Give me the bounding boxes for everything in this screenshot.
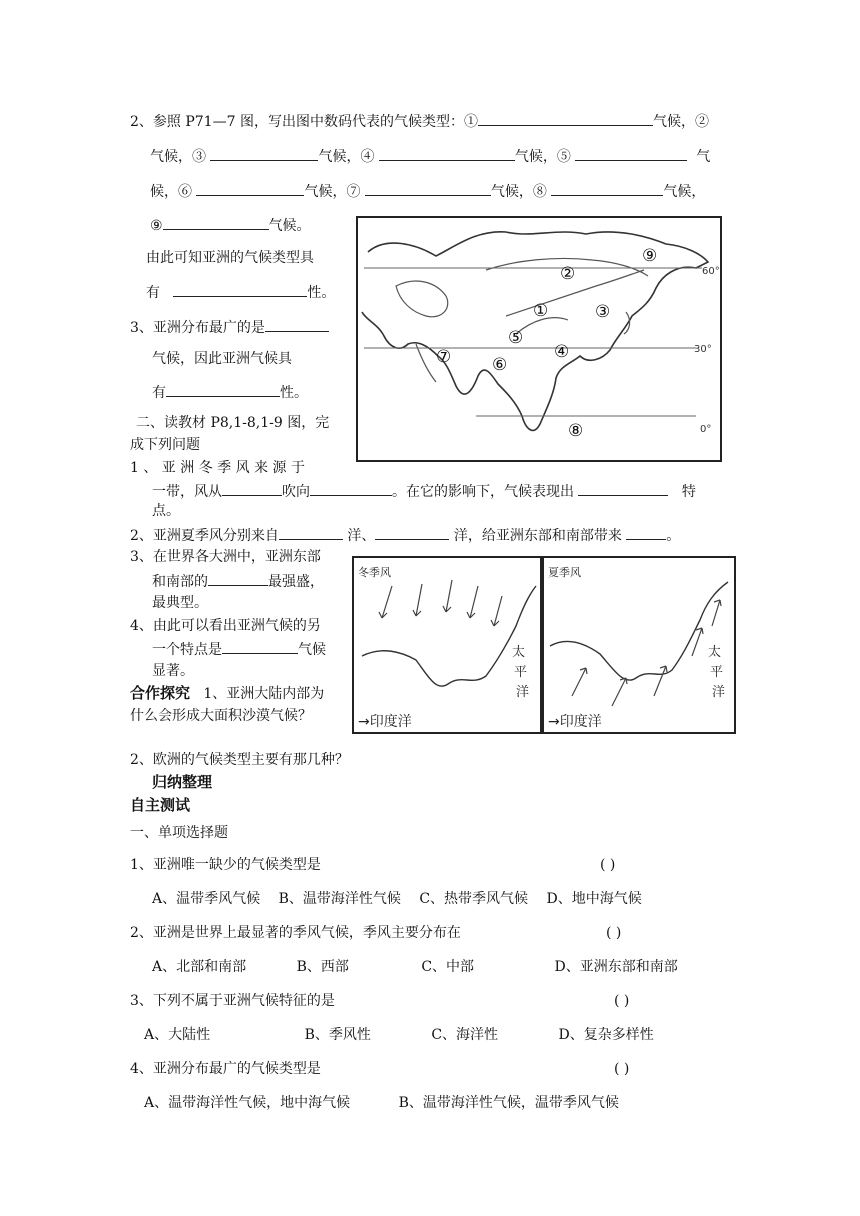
summer-ocean-label: →印度洋 [548, 714, 602, 730]
single-choice-heading: 一、单项选择题 [130, 825, 228, 841]
label-7: ⑦ [436, 347, 452, 367]
label-2: ② [560, 264, 576, 284]
summer-monsoon-map [542, 556, 736, 734]
label-9: ⑨ [642, 246, 658, 266]
q2mc-option-c[interactable]: C、中部 [421, 959, 475, 975]
winter-side-2: 平 [514, 665, 528, 680]
q2mc-options [152, 958, 678, 976]
q2-line3: 候，⑥ 气候，⑦ 气候，⑧ 气候， [150, 181, 705, 201]
label-5: ⑤ [508, 328, 524, 348]
blank-monsoon[interactable] [208, 571, 268, 586]
blank-ocean-1[interactable] [279, 525, 343, 540]
q3-line2: 气候，因此亚洲气候具 [152, 351, 292, 367]
lat-label-30: 30° [694, 344, 712, 355]
coop-q1-line2: 什么会形成大面积沙漠气候？ [130, 708, 312, 724]
blank-variety[interactable] [173, 282, 307, 297]
s2q1-line2: 一带，风从 吹向 。在它的影响下，气候表现出 特 [152, 481, 696, 501]
coop-line1: 合作探究 1、亚洲大陆内部为 [130, 684, 325, 702]
q3mc-options [144, 1026, 654, 1044]
q3mc-option-c[interactable]: C、海洋性 [431, 1027, 499, 1043]
summary-heading: 归纳整理 [152, 773, 213, 791]
q3mc-answer-paren[interactable]: ( ) [614, 993, 630, 1009]
label-3: ③ [595, 302, 611, 322]
blank-widest[interactable] [265, 317, 329, 332]
q4mc-options [144, 1094, 619, 1112]
s2q4-line3: 显著。 [152, 663, 194, 679]
s2q2: 2、亚洲夏季风分别来自 洋、 洋，给亚洲东部和南部带来 。 [130, 525, 680, 545]
blank-7[interactable] [365, 181, 491, 196]
winter-map-title: 冬季风 [358, 566, 391, 579]
q1-options [152, 890, 642, 908]
q2mc-option-b[interactable]: B、西部 [296, 959, 349, 975]
label-4: ④ [554, 342, 570, 362]
q3-line1: 3、亚洲分布最广的是 [130, 317, 329, 337]
blank-to[interactable] [310, 481, 392, 496]
summer-side-2: 平 [710, 665, 724, 680]
blank-from[interactable] [222, 481, 282, 496]
blank-5[interactable] [575, 146, 687, 161]
lat-label-60: 60° [702, 266, 720, 277]
coop-heading: 合作探究 [130, 684, 191, 702]
q3mc-option-a[interactable]: A、大陆性 [144, 1027, 211, 1043]
winter-monsoon-map [352, 556, 542, 734]
blank-bring[interactable] [626, 525, 666, 540]
s2q1-line3: 点。 [152, 503, 180, 519]
q2mc-answer-paren[interactable]: ( ) [606, 925, 622, 941]
coop-q2: 2、欧洲的气候类型主要有那几种？ [130, 752, 349, 768]
q4mc-stem: 4、亚洲分布最广的气候类型是 [130, 1061, 321, 1077]
winter-side-1: 太 [512, 645, 526, 660]
q3mc-stem: 3、下列不属于亚洲气候特征的是 [130, 993, 335, 1009]
q2-line2: 气候，③ 气候，④ 气候，⑤ 气 [150, 146, 710, 166]
blank-3[interactable] [210, 146, 318, 161]
s2q3-line1: 3、在世界各大洲中，亚洲东部 [130, 549, 321, 565]
winter-side-3: 洋 [516, 685, 530, 700]
q3mc-option-b[interactable]: B、季风性 [304, 1027, 371, 1043]
q2mc-option-d[interactable]: D、亚洲东部和南部 [554, 959, 678, 975]
q2-line1: 2、参照 P71—7 图，写出图中数码代表的气候类型：① 气候，② [130, 111, 709, 131]
s2q4-line1: 4、由此可以看出亚洲气候的另 [130, 618, 321, 634]
q1-answer-paren[interactable]: ( ) [600, 857, 616, 873]
q3-line3: 有 性。 [152, 382, 308, 402]
q4mc-answer-paren[interactable]: ( ) [614, 1061, 630, 1077]
s2q4-line2: 一个特点是 气候 [152, 639, 326, 659]
blank-6[interactable] [196, 181, 304, 196]
blank-character[interactable] [166, 382, 280, 397]
q1-option-a[interactable]: A、温带季风气候 [152, 891, 261, 907]
q3mc-option-d[interactable]: D、复杂多样性 [558, 1027, 654, 1043]
summer-side-3: 洋 [712, 685, 726, 700]
q2mc-option-a[interactable]: A、北部和南部 [152, 959, 247, 975]
blank-ocean-2[interactable] [375, 525, 449, 540]
selftest-heading: 自主测试 [130, 796, 191, 814]
q1-option-b[interactable]: B、温带海洋性气候 [278, 891, 401, 907]
asia-climate-map [356, 216, 722, 462]
s2q1-line1: 1 、 亚 洲 冬 季 风 来 源 于 [130, 460, 305, 476]
s2q3-line3: 最典型。 [152, 595, 208, 611]
blank-1[interactable] [478, 111, 653, 126]
label-8: ⑧ [568, 421, 584, 441]
q1-option-d[interactable]: D、地中海气候 [546, 891, 642, 907]
q1-option-c[interactable]: C、热带季风气候 [419, 891, 529, 907]
q1-stem: 1、亚洲唯一缺少的气候类型是 [130, 857, 321, 873]
blank-9[interactable] [163, 215, 269, 230]
section2-line2: 成下列问题 [130, 437, 200, 453]
summer-side-1: 太 [708, 645, 722, 660]
q4mc-option-a[interactable]: A、温带海洋性气候，地中海气候 [144, 1095, 351, 1111]
label-6: ⑥ [492, 355, 508, 375]
blank-feature[interactable] [578, 481, 668, 496]
summer-map-title: 夏季风 [548, 566, 581, 579]
winter-ocean-label: →印度洋 [358, 714, 412, 730]
blank-4[interactable] [379, 146, 515, 161]
q2-line6: 有 性。 [146, 282, 335, 302]
blank-another[interactable] [222, 639, 298, 654]
q4mc-option-b[interactable]: B、温带海洋性气候，温带季风气候 [398, 1095, 619, 1111]
s2q3-line2: 和南部的 最强盛， [152, 571, 324, 591]
blank-8[interactable] [551, 181, 663, 196]
q2mc-stem: 2、亚洲是世界上最显著的季风气候，季风主要分布在 [130, 925, 461, 941]
label-1: ① [533, 301, 549, 321]
q2-line5: 由此可知亚洲的气候类型具 [146, 250, 314, 266]
q2-line4: ⑨ 气候。 [150, 215, 311, 235]
section2-line1: 二、读教材 P8,1-8,1-9 图，完 [136, 415, 330, 431]
lat-label-0: 0° [700, 424, 712, 435]
